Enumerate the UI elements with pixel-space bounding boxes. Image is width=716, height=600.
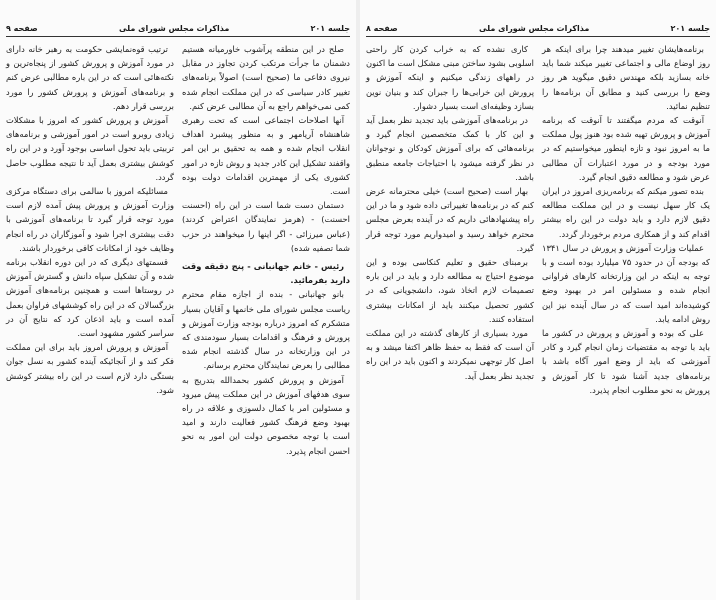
page-number: صفحه ۸ <box>366 23 398 33</box>
paragraph: کاری نشده که به خراب کردن کار راحتی اسلوبی بشود ساختن مبنی مشکل است ما اکنون در راههای زندگی میکنیم و اینکه آموزش و پرورش این خرابی‌ها را جبران کند و بنیان نوین بسازد وظیفه‌ای است بسیار دشوار. <box>366 44 534 111</box>
text-column-right <box>542 42 710 397</box>
paragraph: قسمتهای دیگری که در این دوره انقلاب برنامه شده و آن تشکیل سپاه دانش و گسترش آموزش در روستاها است و همچنین برنامه‌های آموزش بزرگسالان که در این راه کوششهای فراوان بعمل آمده است و باید اذعان کرد که نتایج آن در سراسر کشور مشهود است. <box>6 257 174 339</box>
session-number: جلسه ۲۰۱ <box>670 23 710 33</box>
paragraph: برنامه‌هایشان تغییر میدهند چرا برای اینکه هر روز اوضاع مالی و اجتماعی تغییر میکند شما باید خانه بسازید بلکه مهندس دقیق میگوید هر روز وضع را بررسی کنید و مطابق آن برنامه‌ها را تنظیم نمائید. <box>542 44 710 111</box>
page-header <box>366 22 710 37</box>
speaker-heading: رئیس - خانم جهانبانی - پنج دقیقه وقت دارید بفرمائید. <box>182 261 350 286</box>
page-header <box>6 22 350 37</box>
paragraph: آموزش و پرورش کشور بحمدالله بتدریج به سوی هدفهای آموزش در این مملکت پیش میرود و مسئولین امر با کمال دلسوزی و علاقه در راه بهبود وضع فرهنگ کشور فعالیت دارند و امید است با توجه مخصوص دولت این امور به نحو احسن انجام پذیرد. <box>182 374 350 456</box>
paragraph: علی که بوده و آموزش و پرورش در کشور ما باید با توجه به مقتضیات زمان انجام گیرد و کادر آموزشی که باید از وضع امور آگاه باشد با برنامه‌های جدید آشنا شود تا کار آموزش و پرورش به نحو مطلوب انجام پذیرد. <box>542 328 710 395</box>
paragraph: آنوقت که مردم میگفتند تا آنوقت که برنامه آموزش و پرورش تهیه شده بود هنوز پول مملکت ما به امروز نبود و تازه اینطور میخواستیم که در مورد بودجه و در مورد اعتبارات آن مطالبی عرض شود و مطالعه دقیق انجام گیرد. <box>542 115 710 182</box>
paragraph: صلح در این منطقه پرآشوب خاورمیانه هستیم دشمنان ما جرأت مرتکب کردن تجاوز در مقابل نیروی دفاعی ما (صحیح است) اصولاً برنامه‌های تغییر کادر سیاسی که در این مملکت انجام شده کمی نمی‌خواهم راجع به آن مطالبی عرض کنم. <box>182 44 350 111</box>
paragraph: برمبنای حقیق و تعلیم کنکاسی بوده و این موضوع احتیاج به مطالعه دارد و باید در این باره تصمیمات لازم اتخاذ شود، دانشجویانی که در کشور تحصیل میکنند باید از امکانات بیشتری استفاده کنند. <box>366 257 534 324</box>
paragraph: بانو جهانبانی - بنده از اجازه مقام محترم ریاست مجلس شورای ملی خانمها و آقایان بسیار متشکرم که امروز درباره بودجه وزارت آموزش و پرورش و فرهنگ و اقدامات بسیار سودمندی که در این وزارتخانه در سال گذشته انجام شده مطالبی را بعرض نمایندگان محترم برسانم. <box>182 289 350 371</box>
paragraph: در برنامه‌های آموزشی باید تجدید نظر بعمل آید و این کار با کمک متخصصین انجام گیرد و برنامه‌هائی که برای آموزش کودکان و نوجوانان در نظر گرفته میشود با احتیاجات جامعه منطبق باشد. <box>366 115 534 182</box>
paragraph: بنده تصور میکنم که برنامه‌ریزی امروز در ایران یک کار سهل نیست و در این مملکت مطالعه دقیق لازم دارد و باید دولت در این راه بیشتر اقدام کند و از همکاری مردم برخوردار گردد. <box>542 186 710 239</box>
paragraph: آنها اصلاحات اجتماعی است که تحت رهبری شاهنشاه آریامهر و به منظور پیشبرد اهداف انقلاب انجام شده و همه به تحقیق بر این امر واقفند تشکیل این کادر جدید و روش تازه در امور کشوری یکی از مهمترین اقدامات دولت بوده است. <box>182 115 350 197</box>
journal-title: مذاکرات مجلس شورای ملی <box>479 23 590 33</box>
text-column-left <box>366 42 534 383</box>
paragraph: دستمان دست شما است در این راه (احسنت احسنت) - (هرمز نمایندگان اعتراض کردند) (عباس میرزائی - اگر اینها را میخواهند در حزب شما تصفیه شده) <box>182 200 350 253</box>
right-page <box>360 0 716 600</box>
page-number: صفحه ۹ <box>6 23 38 33</box>
text-column-right <box>182 42 350 458</box>
paragraph: آموزش و پرورش کشور که امروز با مشکلات زیادی روبرو است در امور آموزشی و برنامه‌های تربیتی باید تحول اساسی بوجود آورد و در این راه کوشش بیشتری بعمل آید تا نتیجه مطلوب حاصل گردد. <box>6 115 174 182</box>
session-number: جلسه ۲۰۱ <box>310 23 350 33</box>
left-page <box>0 0 356 600</box>
paragraph: عملیات وزارت آموزش و پرورش در سال ۱۳۴۱ که بودجه آن در حدود ۷۵ میلیارد بوده است و با توجه به اینکه در این وزارتخانه کارهای فراوانی انجام شده و مسئولین امر در بهبود وضع کوشیده‌اند امید است که در سال آینده نیز این روش ادامه یابد. <box>542 242 710 324</box>
paragraph: ترتیب قوه‌نمایشی حکومت به رهبر خانه دارای در مورد آموزش و پرورش کشور از پنجاه‌ترین و نکته‌هائی است که در این باره مطالبی عرض کنم و برنامه‌های آموزش و پرورش کشور را مورد بررسی قرار دهم. <box>6 44 174 111</box>
paragraph: بهار است (صحیح است) خیلی محترمانه عرض کنم که در برنامه‌ها تغییراتی داده شود و ما در این راه پیشنهاد‌هائی داریم که در آینده بعرض مجلس محترم خواهد رسید و امیدواریم مورد توجه قرار گیرد. <box>366 186 534 253</box>
paragraph: مورد بسیاری از کارهای گذشته در این مملکت آن است که فقط به حفظ ظاهر اکتفا میشد و به اصل کار توجهی نمیکردند و اکنون باید در این راه تجدید نظر بعمل آید. <box>366 328 534 381</box>
text-column-left <box>6 42 174 397</box>
journal-title: مذاکرات مجلس شورای ملی <box>119 23 230 33</box>
paragraph: آموزش و پرورش امروز باید برای این مملکت فکر کند و از آنجائیکه آینده کشور به نسل جوان بستگی دارد لازم است در این راه بیشتر کوشش شود. <box>6 342 174 395</box>
paragraph: مسائلیکه امروز با سالمی برای دستگاه مرکزی وزارت آموزش و پرورش پیش آمده لازم است مورد توجه قرار گیرد تا برنامه‌های آموزشی با دقت بیشتری اجرا شود و آموزگاران در راه انجام وظایف خود از امکانات کافی برخوردار باشند. <box>6 186 174 253</box>
